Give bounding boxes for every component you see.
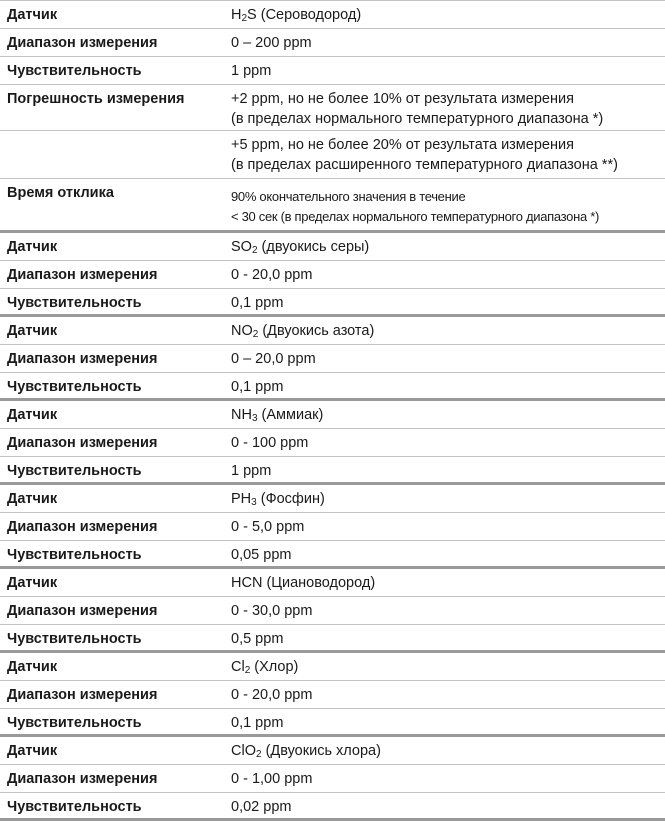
table-row xyxy=(0,541,665,569)
row-value: 0,05 ppm xyxy=(231,547,292,563)
table-row xyxy=(0,625,665,653)
sensor-name xyxy=(222,1,665,28)
table-row xyxy=(0,597,665,625)
row-value: 0,02 ppm xyxy=(231,799,292,815)
formula-subscript: 2 xyxy=(241,13,248,24)
formula-text: NH xyxy=(231,407,252,423)
row-value: 0,5 ppm xyxy=(231,631,284,647)
formula-text: ClO xyxy=(231,743,256,759)
formula-suffix: (Двуокись азота) xyxy=(258,323,375,339)
table-row xyxy=(0,373,665,401)
table-row xyxy=(0,29,665,57)
table-row xyxy=(0,653,665,681)
table-row xyxy=(0,179,665,233)
table-row xyxy=(0,737,665,765)
table-row xyxy=(0,457,665,485)
row-label: Датчик xyxy=(7,407,58,423)
value-line: +2 ppm, но не более 10% от результата измерения xyxy=(231,91,574,107)
row-label: Датчик xyxy=(7,491,58,507)
table-row xyxy=(0,289,665,317)
table-row xyxy=(0,131,665,179)
value-line: (в пределах нормального температурного диапазона *) xyxy=(231,111,604,127)
sensor-name xyxy=(222,569,665,596)
row-value: 0 - 5,0 ppm xyxy=(231,519,305,535)
formula-text: H xyxy=(231,7,242,23)
sensor-name xyxy=(222,485,665,512)
table-row xyxy=(0,569,665,597)
row-label: Датчик xyxy=(7,659,58,675)
row-value: 0 – 20,0 ppm xyxy=(231,351,316,367)
formula-suffix: (Фосфин) xyxy=(256,491,325,507)
row-value: 0 - 20,0 ppm xyxy=(231,267,313,283)
row-label: Диапазон измерения xyxy=(7,35,158,51)
row-label: Диапазон измерения xyxy=(7,687,158,703)
row-label: Чувствительность xyxy=(7,63,142,79)
row-value: 0,1 ppm xyxy=(231,295,284,311)
table-row xyxy=(0,57,665,85)
formula-subscript: 2 xyxy=(252,329,259,340)
row-value: 0 - 30,0 ppm xyxy=(231,603,313,619)
row-value: 1 ppm xyxy=(231,463,272,479)
value-line: 90% окончательного значения в течение xyxy=(231,189,466,204)
table-row xyxy=(0,513,665,541)
row-value: 0 – 200 ppm xyxy=(231,35,312,51)
table-row xyxy=(0,345,665,373)
row-label: Чувствительность xyxy=(7,799,142,815)
row-label: Чувствительность xyxy=(7,715,142,731)
row-label: Чувствительность xyxy=(7,463,142,479)
formula-text: Cl xyxy=(231,659,245,675)
formula-subscript: 2 xyxy=(251,245,258,256)
row-label: Диапазон измерения xyxy=(7,603,158,619)
table-row xyxy=(0,709,665,737)
row-label: Датчик xyxy=(7,7,58,23)
table-row xyxy=(0,429,665,457)
table-row xyxy=(0,85,665,131)
sensor-name xyxy=(222,401,665,428)
row-label: Диапазон измерения xyxy=(7,771,158,787)
table-row xyxy=(0,793,665,821)
value-line: +5 ppm, но не более 20% от результата измерения xyxy=(231,137,574,153)
table-row xyxy=(0,317,665,345)
row-label-empty xyxy=(0,131,222,178)
formula-text: NO xyxy=(231,323,253,339)
formula-text: SO xyxy=(231,239,252,255)
row-label: Диапазон измерения xyxy=(7,519,158,535)
table-row xyxy=(0,485,665,513)
sensor-name xyxy=(222,317,665,344)
formula-suffix: (двуокись серы) xyxy=(257,239,370,255)
table-row xyxy=(0,233,665,261)
formula-subscript: 2 xyxy=(244,665,251,676)
row-value: 1 ppm xyxy=(231,63,272,79)
table-row xyxy=(0,0,665,29)
formula-suffix: S (Сероводород) xyxy=(247,7,362,23)
sensor-name xyxy=(222,653,665,680)
table-row xyxy=(0,681,665,709)
row-label: Диапазон измерения xyxy=(7,435,158,451)
row-label: Диапазон измерения xyxy=(7,267,158,283)
formula-subscript: 2 xyxy=(255,749,262,760)
formula-suffix: (Двуокись хлора) xyxy=(261,743,381,759)
row-label: Датчик xyxy=(7,239,58,255)
row-value: 0,1 ppm xyxy=(231,379,284,395)
row-label: Чувствительность xyxy=(7,379,142,395)
row-value: 0 - 20,0 ppm xyxy=(231,687,313,703)
row-label: Диапазон измерения xyxy=(7,351,158,367)
formula-suffix: (Хлор) xyxy=(250,659,299,675)
row-label: Датчик xyxy=(7,323,58,339)
row-label: Датчик xyxy=(7,575,58,591)
row-value xyxy=(222,179,665,230)
row-label: Чувствительность xyxy=(7,295,142,311)
row-value: 0,1 ppm xyxy=(231,715,284,731)
row-label: Время отклика xyxy=(7,185,114,201)
formula-text: PH xyxy=(231,491,252,507)
value-line: < 30 сек (в пределах нормального температурного диапазона *) xyxy=(231,209,600,224)
formula-subscript: 3 xyxy=(251,413,258,424)
table-row xyxy=(0,261,665,289)
row-value xyxy=(222,85,665,130)
row-label: Погрешность измерения xyxy=(7,91,185,107)
sensor-name xyxy=(222,737,665,764)
value-line: (в пределах расширенного температурного диапазона **) xyxy=(231,157,618,173)
sensor-name xyxy=(222,233,665,260)
row-value: 0 - 1,00 ppm xyxy=(231,771,313,787)
formula-text: HCN (Циановодород) xyxy=(231,575,376,591)
row-value: 0 - 100 ppm xyxy=(231,435,309,451)
formula-suffix: (Аммиак) xyxy=(257,407,324,423)
row-value xyxy=(222,131,665,178)
row-label: Датчик xyxy=(7,743,58,759)
row-label: Чувствительность xyxy=(7,547,142,563)
row-label: Чувствительность xyxy=(7,631,142,647)
sensor-groups xyxy=(0,233,665,821)
formula-subscript: 3 xyxy=(251,497,257,508)
table-row xyxy=(0,765,665,793)
table-row xyxy=(0,401,665,429)
